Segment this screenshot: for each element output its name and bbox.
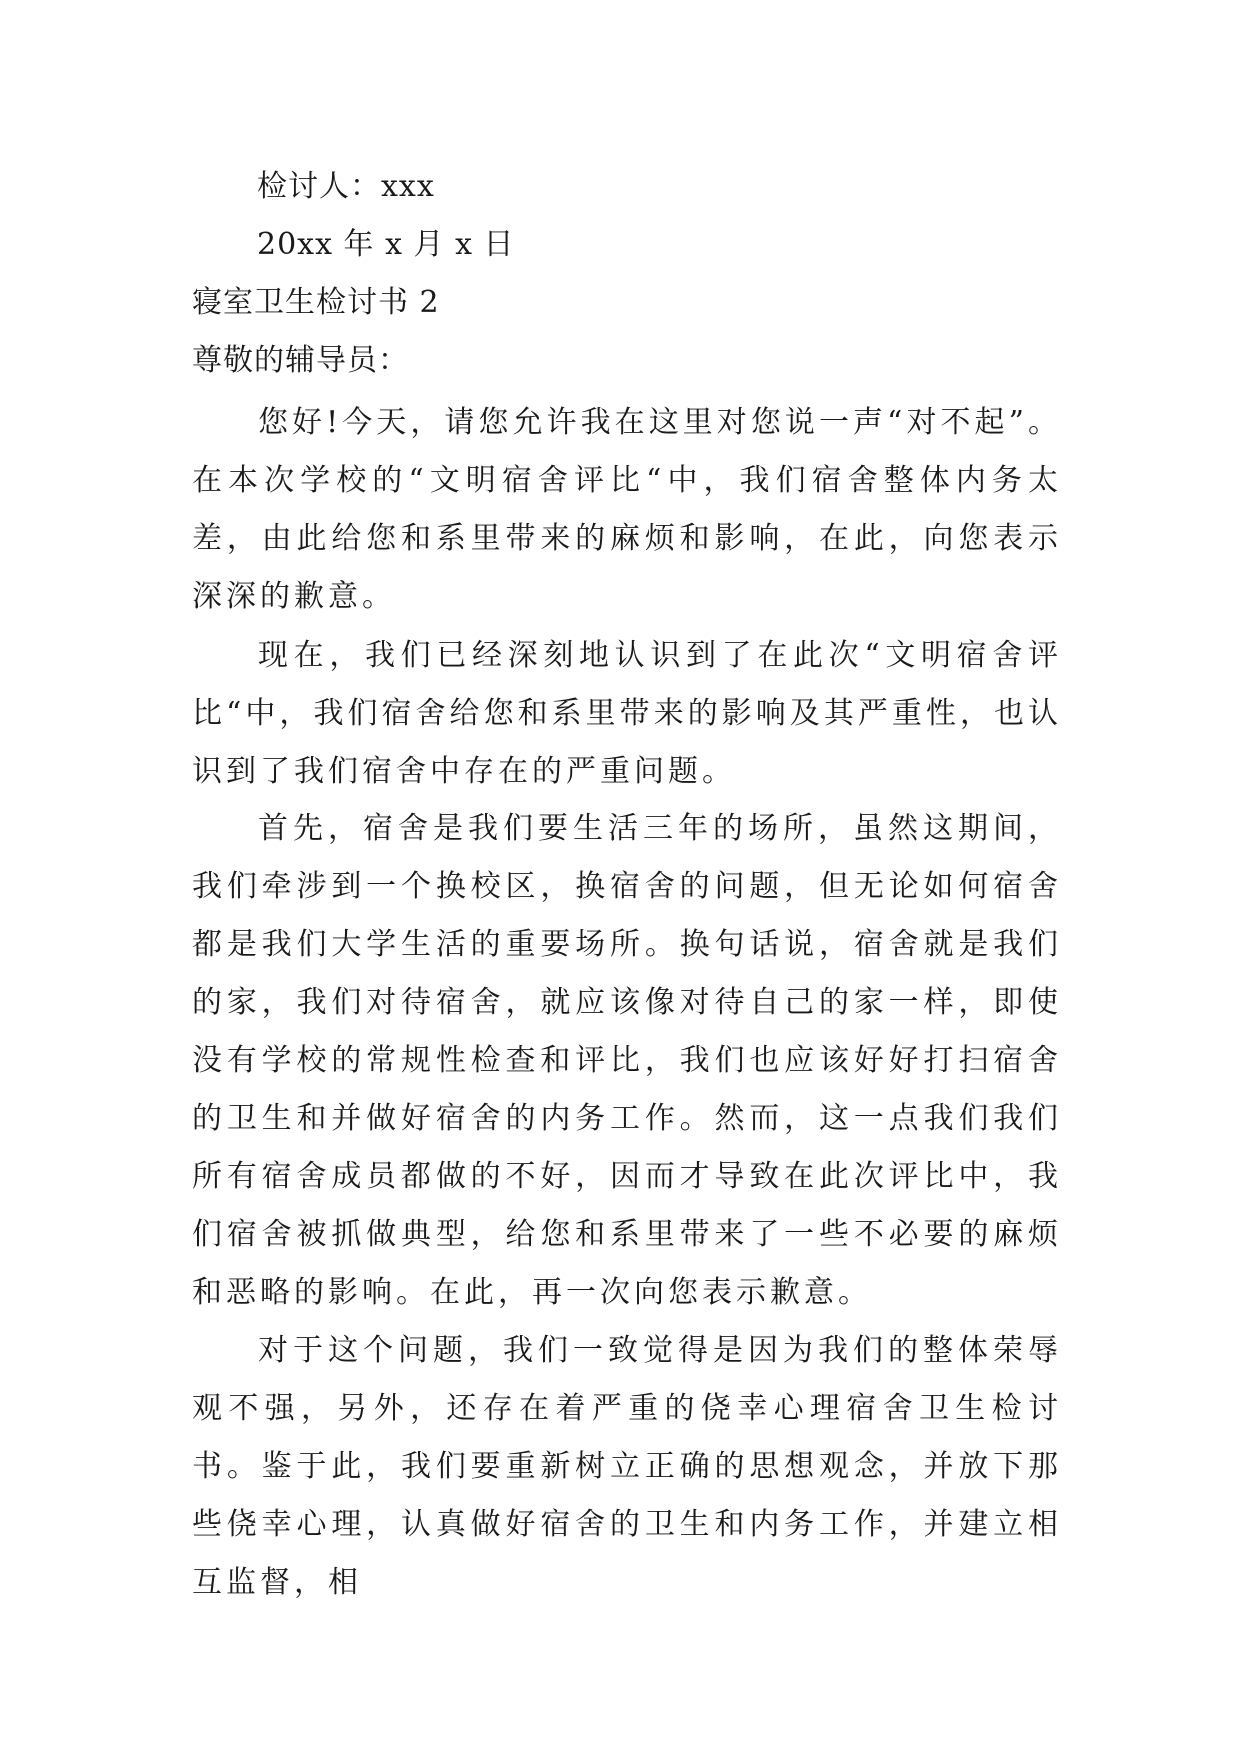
document-title: 寝室卫生检讨书 2	[192, 285, 440, 320]
paragraph-apology: 您好!今天，请您允许我在这里对您说一声“对不起”。在本次学校的“文明宿舍评比“中，我们宿舍整体内务太差，由此给您和系里带来的麻烦和影响，在此，向您表示深深的歉意。	[192, 405, 1062, 614]
date-line: 20xx 年 x 月 x 日	[257, 227, 515, 262]
greeting: 尊敬的辅导员：	[192, 343, 409, 378]
paragraph-first-point: 首先，宿舍是我们要生活三年的场所，虽然这期间，我们牵涉到一个换校区，换宿舍的问题，但无论如何宿舍都是我们大学生活的重要场所。换句话说，宿舍就是我们的家，我们对待宿舍，就应该像对待自己的家一样，即使没有学校的常规性检查和评比，我们也应该好好打扫宿舍的卫生和并做好宿舍的内务工作。然而，这一点我们我们所有宿舍成员都做的不好，因而才导致在此次评比中，我们宿舍被抓做典型，给您和系里带来了一些不必要的麻烦和恶略的影响。在此，再一次向您表示歉意。	[192, 811, 1062, 1310]
signer-line: 检讨人：xxx	[257, 169, 435, 204]
paragraph-recognition: 现在，我们已经深刻地认识到了在此次“文明宿舍评比“中，我们宿舍给您和系里带来的影响及其严重性，也认识到了我们宿舍中存在的严重问题。	[192, 638, 1062, 789]
paragraph-reasons: 对于这个问题，我们一致觉得是因为我们的整体荣辱观不强，另外，还存在着严重的侥幸心理宿舍卫生检讨书。鉴于此，我们要重新树立正确的思想观念，并放下那些侥幸心理，认真做好宿舍的卫生和内务工作，并建立相互监督，相	[192, 1333, 1062, 1600]
